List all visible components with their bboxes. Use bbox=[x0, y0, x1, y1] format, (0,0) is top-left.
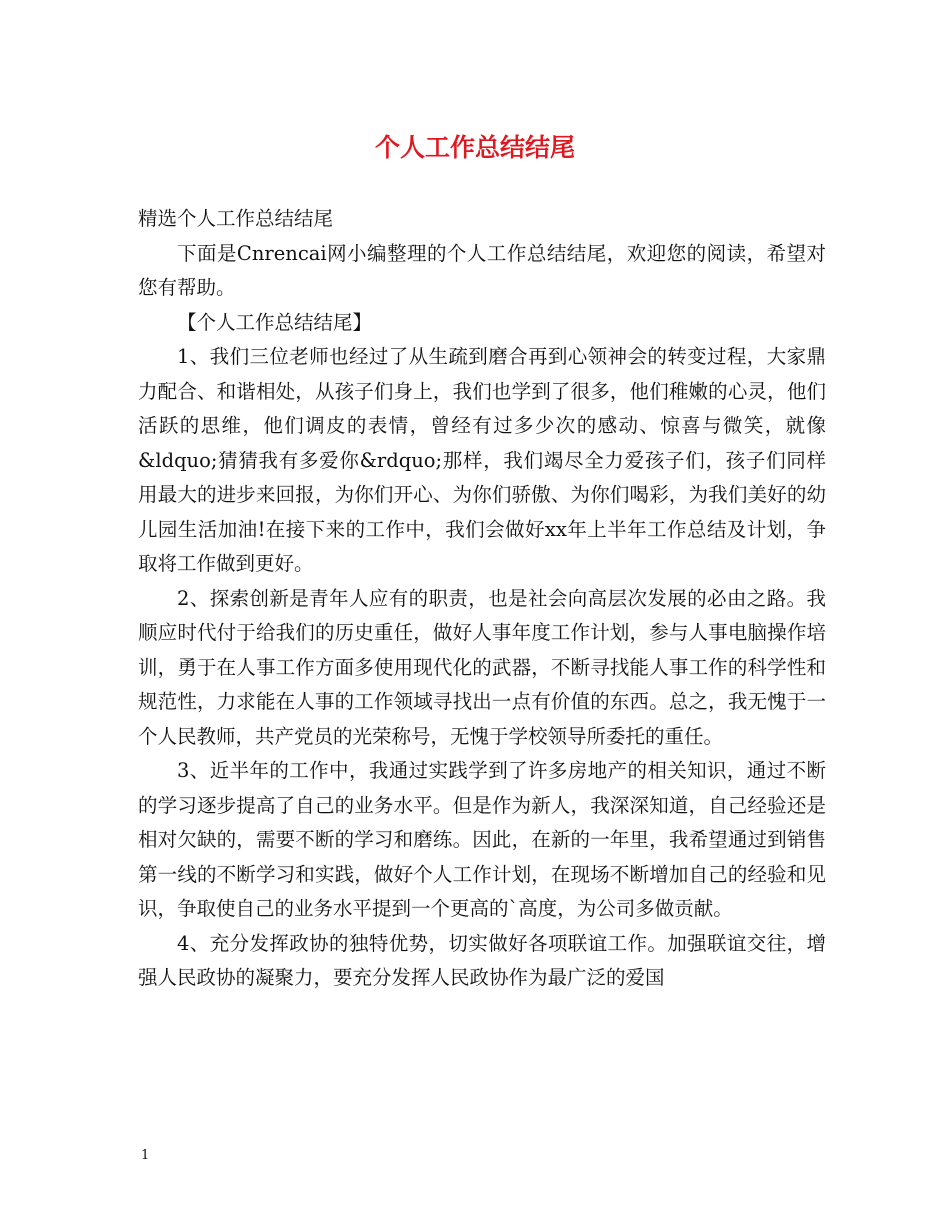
paragraph-2: 2、探索创新是青年人应有的职责，也是社会向高层次发展的必由之路。我顺应时代付于给我们的历史重任，做好人事年度工作计划，参与人事电脑操作培训，勇于在人事工作方面多使用现代化的武器，不断寻找能人事工作的科学性和规范性，力求能在人事的工作领域寻找出一点有价值的东西。总之，我无愧于一个人民教师，共产党员的光荣称号，无愧于学校领导所委托的重任。 bbox=[138, 586, 826, 748]
paragraph-1: 1、我们三位老师也经过了从生疏到磨合再到心领神会的转变过程，大家鼎力配合、和谐相处，从孩子们身上，我们也学到了很多，他们稚嫩的心灵，他们活跃的思维，他们调皮的表情，曾经有过多少次的感动、惊喜与微笑，就像&ldquo;猜猜我有多爱你&rdquo;那样，我们竭尽全力爱孩子们，孩子们同样用最大的进步来回报，为你们开心、为你们骄傲、为你们喝彩，为我们美好的幼儿园生活加油!在接下来的工作中，我们会做好xx年上半年工作总结及计划，争取将工作做到更好。 bbox=[138, 345, 826, 575]
page-number: 1 bbox=[141, 1148, 150, 1163]
intro-paragraph: 下面是Cnrencai网小编整理的个人工作总结结尾，欢迎您的阅读，希望对您有帮助。 bbox=[138, 241, 826, 299]
document-body bbox=[138, 202, 826, 996]
paragraph-3: 3、近半年的工作中，我通过实践学到了许多房地产的相关知识，通过不断的学习逐步提高了自己的业务水平。但是作为新人，我深深知道，自己经验还是相对欠缺的，需要不断的学习和磨练。因此，在新的一年里，我希望通过到销售第一线的不断学习和实践，做好个人工作计划，在现场不断增加自己的经验和见识，争取使自己的业务水平提到一个更高的`高度，为公司多做贡献。 bbox=[138, 759, 826, 920]
document-subtitle: 精选个人工作总结结尾 bbox=[138, 207, 334, 230]
section-heading: 【个人工作总结结尾】 bbox=[177, 310, 373, 334]
paragraph-4: 4、充分发挥政协的独特优势，切实做好各项联谊工作。加强联谊交往，增强人民政协的凝聚力，要充分发挥人民政协作为最广泛的爱国 bbox=[138, 931, 826, 989]
document-title: 个人工作总结结尾 bbox=[374, 133, 575, 162]
